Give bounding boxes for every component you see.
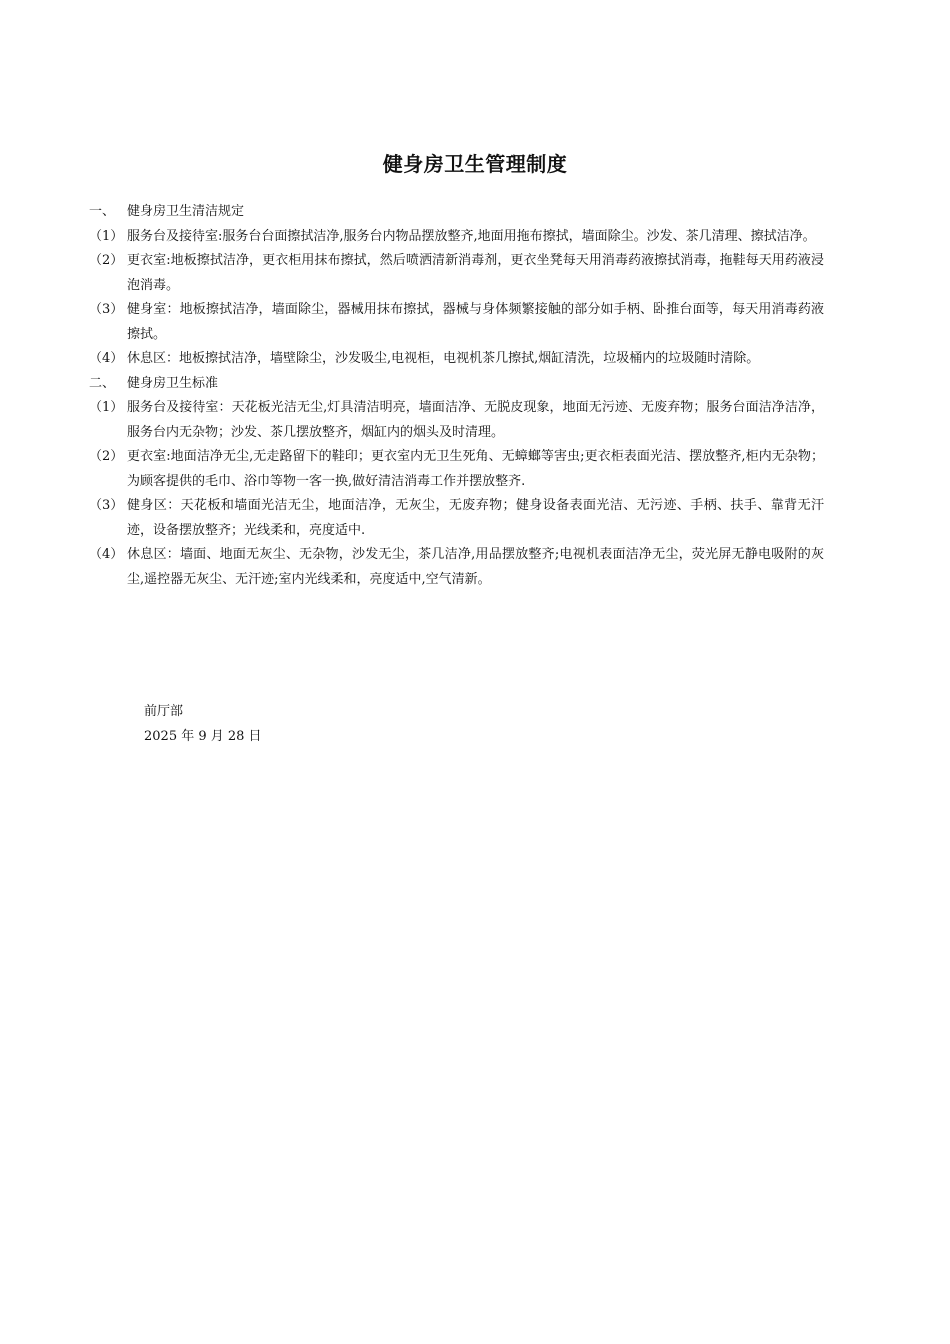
- item-number: （3）: [89, 302, 124, 317]
- item-number: （1）: [89, 228, 124, 244]
- document-footer: [144, 699, 262, 749]
- list-item: [89, 347, 824, 372]
- item-text: 服务台及接待室：天花板光洁无尘,灯具清洁明亮，墙面洁净、无脱皮现象，地面无污迹、无废弃物；服务台面洁净洁净，服务台内无杂物；沙发、茶几摆放整齐，烟缸内的烟头及时清理。: [127, 400, 824, 440]
- document-body: [89, 200, 824, 592]
- item-text: 健身室：地板擦拭洁净，墙面除尘，器械用抹布擦拭，器械与身体频繁接触的部分如手柄、卧推台面等，每天用消毒药液擦拭。: [127, 302, 824, 342]
- section-heading-2: [89, 372, 824, 397]
- item-text: 服务台及接待室:服务台台面擦拭洁净,服务台内物品摆放整齐,地面用拖布擦拭，墙面除尘。沙发、茶几清理、擦拭洁净。: [127, 228, 816, 244]
- section-heading-text: 健身房卫生清洁规定: [127, 204, 245, 219]
- list-item: [89, 494, 824, 543]
- item-number: （4）: [89, 351, 124, 366]
- item-text: 健身区：天花板和墙面光洁无尘，地面洁净，无灰尘，无废弃物；健身设备表面光洁、无污迹、手柄、扶手、靠背无汗迹，设备摆放整齐；光线柔和，亮度适中.: [127, 498, 824, 538]
- item-number: （2）: [89, 253, 124, 268]
- item-text: 更衣室:地面洁净无尘,无走路留下的鞋印；更衣室内无卫生死角、无蟑螂等害虫;更衣柜表面光洁、摆放整齐,柜内无杂物；为顾客提供的毛巾、浴巾等物一客一换,做好清洁消毒工作并摆放整齐.: [127, 449, 824, 489]
- item-number: （1）: [89, 400, 124, 415]
- item-number: （3）: [89, 498, 124, 513]
- item-number: （4）: [89, 547, 124, 562]
- document-date: 2025 年 9 月 28 日: [144, 729, 262, 744]
- item-number: （2）: [89, 449, 124, 464]
- list-item: [89, 396, 824, 445]
- item-text: 更衣室:地板擦拭洁净，更衣柜用抹布擦拭，然后喷洒清新消毒剂，更衣坐凳每天用消毒药液擦拭消毒，拖鞋每天用药液浸泡消毒。: [127, 253, 824, 293]
- list-item: [89, 543, 824, 592]
- section-number: 一、: [89, 204, 116, 219]
- item-text: 休息区：地板擦拭洁净，墙壁除尘，沙发吸尘,电视柜，电视机茶几擦拭,烟缸清洗，垃圾桶内的垃圾随时清除。: [127, 351, 760, 366]
- section-heading-1: [89, 200, 824, 225]
- list-item: [89, 249, 824, 298]
- item-text: 休息区：墙面、地面无灰尘、无杂物，沙发无尘，茶几洁净,用品摆放整齐;电视机表面洁净无尘，荧光屏无静电吸附的灰尘,遥控器无灰尘、无汗迹;室内光线柔和，亮度适中,空气清新。: [127, 547, 824, 587]
- list-item: [89, 298, 824, 347]
- list-item: [89, 225, 824, 250]
- section-number: 二、: [89, 375, 116, 391]
- document-title: 健身房卫生管理制度: [382, 152, 568, 176]
- department-name: 前厅部: [144, 704, 184, 719]
- list-item: [89, 445, 824, 494]
- section-heading-text: 健身房卫生标准: [127, 375, 219, 391]
